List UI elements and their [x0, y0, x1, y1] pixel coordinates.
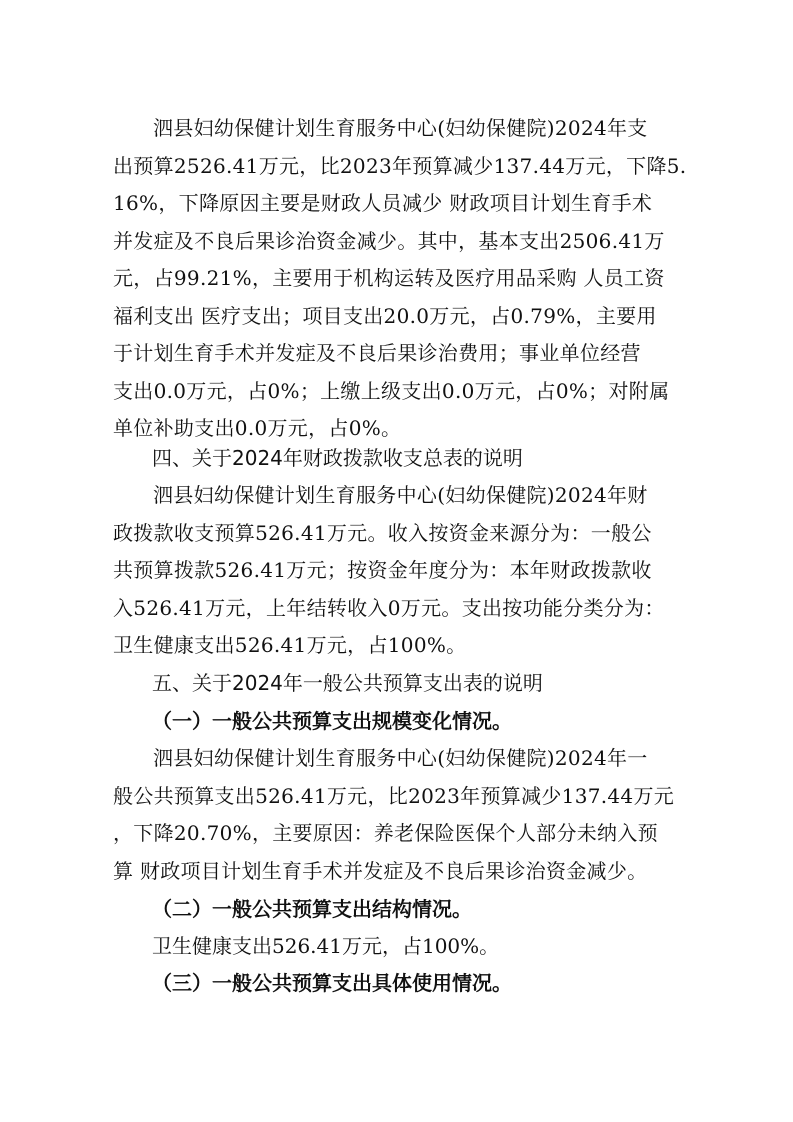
paragraph-expenditure-structure: 卫生健康支出526.41万元，占100%。	[152, 934, 500, 958]
text-line: 政拨款收支预算526.41万元。收入按资金来源分为：一般公	[113, 520, 652, 545]
text-line: 卫生健康支出526.41万元，占100%。	[113, 633, 467, 657]
paragraph-budget-overview	[113, 110, 688, 448]
text-line: 入526.41万元，上年结转收入0万元。支出按功能分类分为：	[113, 595, 665, 620]
text-line: ，下降20.70%，主要原因：养老保险医保个人部分未纳入预	[113, 821, 658, 845]
text-line: 于计划生育手术并发症及不良后果诊治费用；事业单位经营	[113, 341, 641, 365]
text-line: 算 财政项目计划生育手术并发症及不良后果诊治资金减少。	[113, 858, 648, 883]
text-line: 福利支出 医疗支出；项目支出20.0万元，占0.79%，主要用	[113, 303, 657, 328]
text-line: 般公共预算支出526.41万元，比2023年预算减少137.44万元	[113, 783, 675, 808]
text-line: 泗县妇幼保健计划生育服务中心(妇幼保健院)2024年一	[153, 746, 648, 770]
text-line: 出预算2526.41万元，比2023年预算减少137.44万元，下降5.	[113, 153, 687, 178]
text-line: 单位补助支出0.0万元，占0%。	[113, 416, 402, 440]
text-line: 共预算拨款526.41万元；按资金年度分为：本年财政拨款收	[113, 558, 652, 582]
text-line: 16%，下降原因主要是财政人员减少 财政项目计划生育手术	[113, 191, 653, 215]
text-line: 泗县妇幼保健计划生育服务中心(妇幼保健院)2024年财	[153, 483, 648, 507]
subsection-heading-2: （二）一般公共预算支出结构情况。	[152, 897, 472, 921]
paragraph-fiscal-summary	[113, 477, 688, 665]
section-heading-5: 五、关于2024年一般公共预算支出表的说明	[152, 671, 543, 695]
text-line: 支出0.0万元，占0%；上缴上级支出0.0万元，占0%；对附属	[113, 378, 670, 403]
text-line: 泗县妇幼保健计划生育服务中心(妇幼保健院)2024年支	[153, 116, 648, 140]
section-heading-4: 四、关于2024年财政拨款收支总表的说明	[152, 446, 523, 470]
subsection-heading-3: （三）一般公共预算支出具体使用情况。	[152, 971, 512, 995]
paragraph-expenditure-scale	[113, 740, 688, 890]
text-line: 元，占99.21%，主要用于机构运转及医疗用品采购 人员工资	[113, 266, 665, 290]
subsection-heading-1: （一）一般公共预算支出规模变化情况。	[152, 709, 512, 733]
text-line: 并发症及不良后果诊治资金减少。其中，基本支出2506.41万	[113, 228, 665, 253]
